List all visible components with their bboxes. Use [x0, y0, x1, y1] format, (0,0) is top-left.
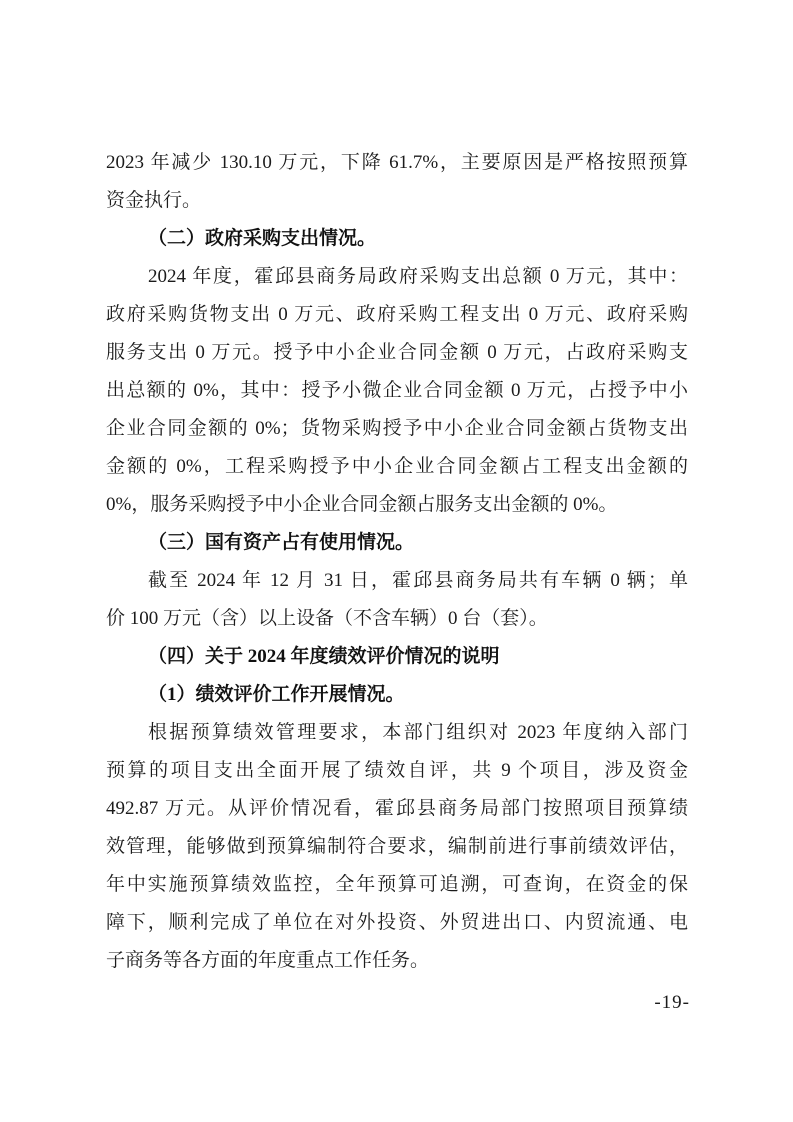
- para-gov-procurement-line-5: 企业合同金额的 0%；货物采购授予中小企业合同金额占货物支出: [106, 418, 688, 439]
- para-eval-work-line-7: 子商务等各方面的年度重点工作任务。: [106, 950, 430, 971]
- para-gov-procurement-line-6: 金额的 0%，工程采购授予中小企业合同金额占工程支出金额的: [106, 456, 688, 477]
- para-gov-procurement-line-1: 2024 年度，霍邱县商务局政府采购支出总额 0 万元，其中：: [148, 266, 688, 287]
- para-gov-procurement: [106, 258, 688, 524]
- para-state-assets: [106, 562, 688, 638]
- para-budget-execution-line-1: 2023 年减少 130.10 万元，下降 61.7%，主要原因是严格按照预算: [106, 152, 688, 173]
- para-eval-work-line-4: 效管理，能够做到预算编制符合要求，编制前进行事前绩效评估，: [106, 836, 688, 857]
- heading-section-2-gov-procurement: [106, 220, 688, 258]
- para-gov-procurement-line-4: 出总额的 0%，其中：授予小微企业合同金额 0 万元，占授予中小: [106, 380, 688, 401]
- para-eval-work-line-5: 年中实施预算绩效监控，全年预算可追溯，可查询，在资金的保: [106, 874, 688, 895]
- para-gov-procurement-line-7: 0%，服务采购授予中小企业合同金额占服务支出金额的 0%。: [106, 494, 618, 515]
- para-state-assets-line-1: 截至 2024 年 12 月 31 日，霍邱县商务局共有车辆 0 辆；单: [148, 570, 688, 591]
- para-gov-procurement-line-2: 政府采购货物支出 0 万元、政府采购工程支出 0 万元、政府采购: [106, 304, 688, 325]
- heading-section-3-state-assets-line-1: （三）国有资产占有使用情况。: [148, 532, 415, 553]
- heading-section-3-state-assets: [106, 524, 688, 562]
- document-body: [106, 144, 688, 980]
- heading-section-4-performance-eval: [106, 638, 688, 676]
- para-eval-work-line-2: 预算的项目支出全面开展了绩效自评，共 9 个项目，涉及资金: [106, 760, 688, 781]
- para-eval-work: [106, 714, 688, 980]
- heading-sub-1-eval-work: [106, 676, 688, 714]
- para-gov-procurement-line-3: 服务支出 0 万元。授予中小企业合同金额 0 万元，占政府采购支: [106, 342, 688, 363]
- para-budget-execution: [106, 144, 688, 220]
- page-number: -19-: [654, 992, 690, 1013]
- para-eval-work-line-6: 障下，顺利完成了单位在对外投资、外贸进出口、内贸流通、电: [106, 912, 688, 933]
- heading-sub-1-eval-work-line-1: （1）绩效评价工作开展情况。: [148, 684, 405, 705]
- heading-section-4-performance-eval-line-1: （四）关于 2024 年度绩效评价情况的说明: [148, 646, 500, 667]
- para-budget-execution-line-2: 资金执行。: [106, 190, 202, 211]
- para-eval-work-line-3: 492.87 万元。从评价情况看，霍邱县商务局部门按照项目预算绩: [106, 798, 688, 819]
- para-state-assets-line-2: 价 100 万元（含）以上设备（不含车辆）0 台（套）。: [106, 608, 548, 629]
- para-eval-work-line-1: 根据预算绩效管理要求，本部门组织对 2023 年度纳入部门: [148, 722, 688, 743]
- heading-section-2-gov-procurement-line-1: （二）政府采购支出情况。: [148, 228, 377, 249]
